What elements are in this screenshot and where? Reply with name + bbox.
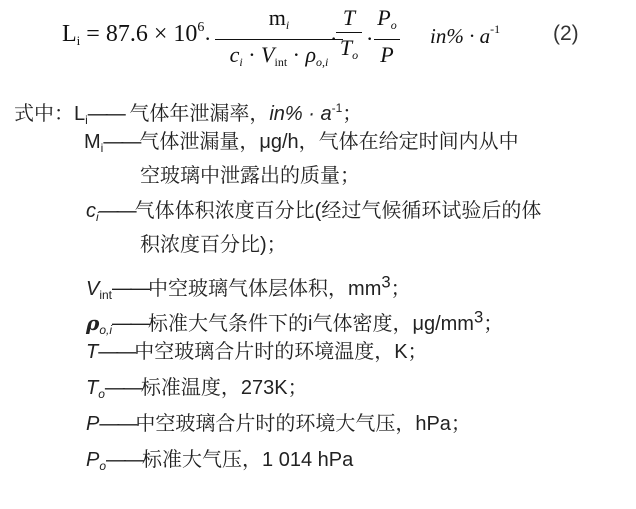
definition-standard-temperature bbox=[86, 372, 308, 411]
leak-rate-formula bbox=[0, 0, 636, 90]
symbol-po bbox=[86, 449, 106, 471]
den-rho: ρ bbox=[305, 42, 317, 67]
description-standard-pressure: 标准大气压，1 014 hPa bbox=[142, 449, 354, 471]
den-t: T bbox=[339, 35, 353, 60]
den-c: c bbox=[229, 42, 240, 67]
description-leak-rate bbox=[124, 103, 362, 125]
symbol-to-base: T bbox=[86, 377, 99, 399]
coefficient-exponent: 6 bbox=[197, 20, 205, 35]
den-v-sub: int bbox=[274, 55, 288, 69]
dash: —— bbox=[98, 200, 135, 222]
num-p-sub: o bbox=[390, 18, 397, 32]
definitions-prefix: 式中： bbox=[14, 103, 74, 125]
equation-number: (2) bbox=[553, 22, 579, 45]
symbol-rho-sub: o,i bbox=[99, 322, 112, 337]
symbol-li-sub: i bbox=[85, 113, 88, 127]
desc-exp: 3 bbox=[473, 307, 484, 326]
fraction1-numerator bbox=[213, 4, 345, 39]
definition-concentration-cont bbox=[140, 229, 287, 262]
definition-leak-mass-cont bbox=[140, 160, 360, 193]
description-temperature: 中空玻璃合片时的环境温度，K； bbox=[134, 341, 428, 363]
desc-tail: ； bbox=[342, 103, 363, 125]
unit-text: in% · a bbox=[430, 24, 491, 48]
definition-standard-pressure bbox=[86, 444, 353, 483]
dash: —— bbox=[104, 377, 141, 399]
formula-lhs bbox=[62, 20, 204, 49]
dash: —— bbox=[98, 341, 135, 363]
multiply-dot-3: · bbox=[366, 26, 374, 51]
dash: —— bbox=[112, 312, 148, 335]
fraction1-denominator: $c_i \cdot V_{int} \cdot \rho_{o,i}$ bbox=[229, 42, 329, 69]
fraction3-numerator bbox=[372, 4, 402, 39]
description-standard-temperature: 标准温度，273K； bbox=[140, 377, 308, 399]
desc-unit-exp: -1 bbox=[331, 101, 343, 115]
den-v: V bbox=[261, 42, 275, 67]
symbol-rho-base: ρ bbox=[86, 310, 100, 335]
desc-text: 中空玻璃气体层体积，mm bbox=[148, 277, 382, 300]
dash: —— bbox=[112, 277, 149, 300]
multiply-dot-2: · bbox=[330, 26, 338, 51]
description-concentration: 气体体积浓度百分比(经过气候循环试验后的体 bbox=[134, 200, 542, 222]
symbol-rho bbox=[86, 310, 112, 337]
symbol-ci bbox=[86, 200, 99, 222]
symbol-mi-base: M bbox=[84, 131, 101, 153]
formula-coefficient bbox=[80, 21, 204, 47]
fraction-pressure bbox=[372, 4, 402, 70]
description-concentration-continued: 积浓度百分比)； bbox=[140, 234, 287, 256]
dash: —— bbox=[87, 103, 124, 125]
desc-tail: ； bbox=[483, 312, 504, 335]
symbol-mi-sub: i bbox=[100, 141, 104, 155]
symbol-to bbox=[86, 377, 105, 399]
symbol-to-sub: o bbox=[98, 387, 105, 401]
symbol-ci-sub: i bbox=[96, 210, 99, 224]
numerator-m: m bbox=[268, 5, 286, 30]
symbol-ci-base: c bbox=[86, 200, 96, 222]
desc-tail: ； bbox=[390, 277, 411, 300]
formula-unit bbox=[430, 22, 500, 49]
symbol-vint-sub: int bbox=[99, 287, 113, 302]
fraction2-numerator: T bbox=[342, 5, 356, 30]
fraction3-denominator: P bbox=[380, 42, 394, 67]
fraction-temperature bbox=[334, 4, 364, 70]
den-t-sub: o bbox=[352, 48, 359, 62]
desc-exp: 3 bbox=[381, 272, 391, 291]
symbol-li bbox=[74, 103, 88, 125]
desc-text: 气体年泄漏率， bbox=[123, 103, 270, 125]
dash: —— bbox=[99, 413, 136, 435]
symbol-po-sub: o bbox=[99, 459, 107, 473]
fraction-mass-over-volume bbox=[213, 4, 345, 77]
dash: —— bbox=[106, 449, 143, 471]
lhs-subscript: i bbox=[76, 33, 81, 48]
symbol-vint-base: V bbox=[86, 277, 100, 300]
description-leak-mass: 气体泄漏量，μg/h，气体在给定时间内从中 bbox=[139, 131, 519, 153]
dash: —— bbox=[103, 131, 140, 153]
description-density bbox=[148, 307, 504, 335]
symbol-t: T bbox=[86, 341, 99, 363]
symbol-mi bbox=[84, 131, 103, 153]
symbol-li-base: L bbox=[74, 103, 86, 125]
description-volume bbox=[148, 272, 411, 300]
coefficient-text: = 87.6 × 10 bbox=[80, 21, 198, 47]
multiply-dot-1: · bbox=[204, 26, 212, 51]
numerator-m-sub: i bbox=[285, 18, 290, 32]
desc-text: 标准大气条件下的i气体密度，μg/mm bbox=[148, 312, 474, 335]
description-leak-mass-continued: 空玻璃中泄露出的质量； bbox=[140, 165, 360, 187]
description-pressure: 中空玻璃合片时的环境大气压，hPa； bbox=[135, 413, 471, 435]
fraction2-denominator bbox=[334, 33, 364, 70]
definition-pressure bbox=[86, 408, 471, 441]
unit-exponent: -1 bbox=[490, 22, 501, 36]
den-c-sub: i bbox=[239, 55, 243, 69]
den-rho-sub: o,i bbox=[316, 55, 329, 69]
lhs-symbol: L bbox=[62, 21, 77, 47]
symbol-vint bbox=[86, 278, 112, 300]
symbol-p: P bbox=[86, 413, 100, 435]
desc-unit: in% · a bbox=[269, 103, 332, 125]
symbol-po-base: P bbox=[86, 449, 100, 471]
num-p: P bbox=[377, 5, 391, 30]
definition-temperature bbox=[86, 336, 428, 369]
